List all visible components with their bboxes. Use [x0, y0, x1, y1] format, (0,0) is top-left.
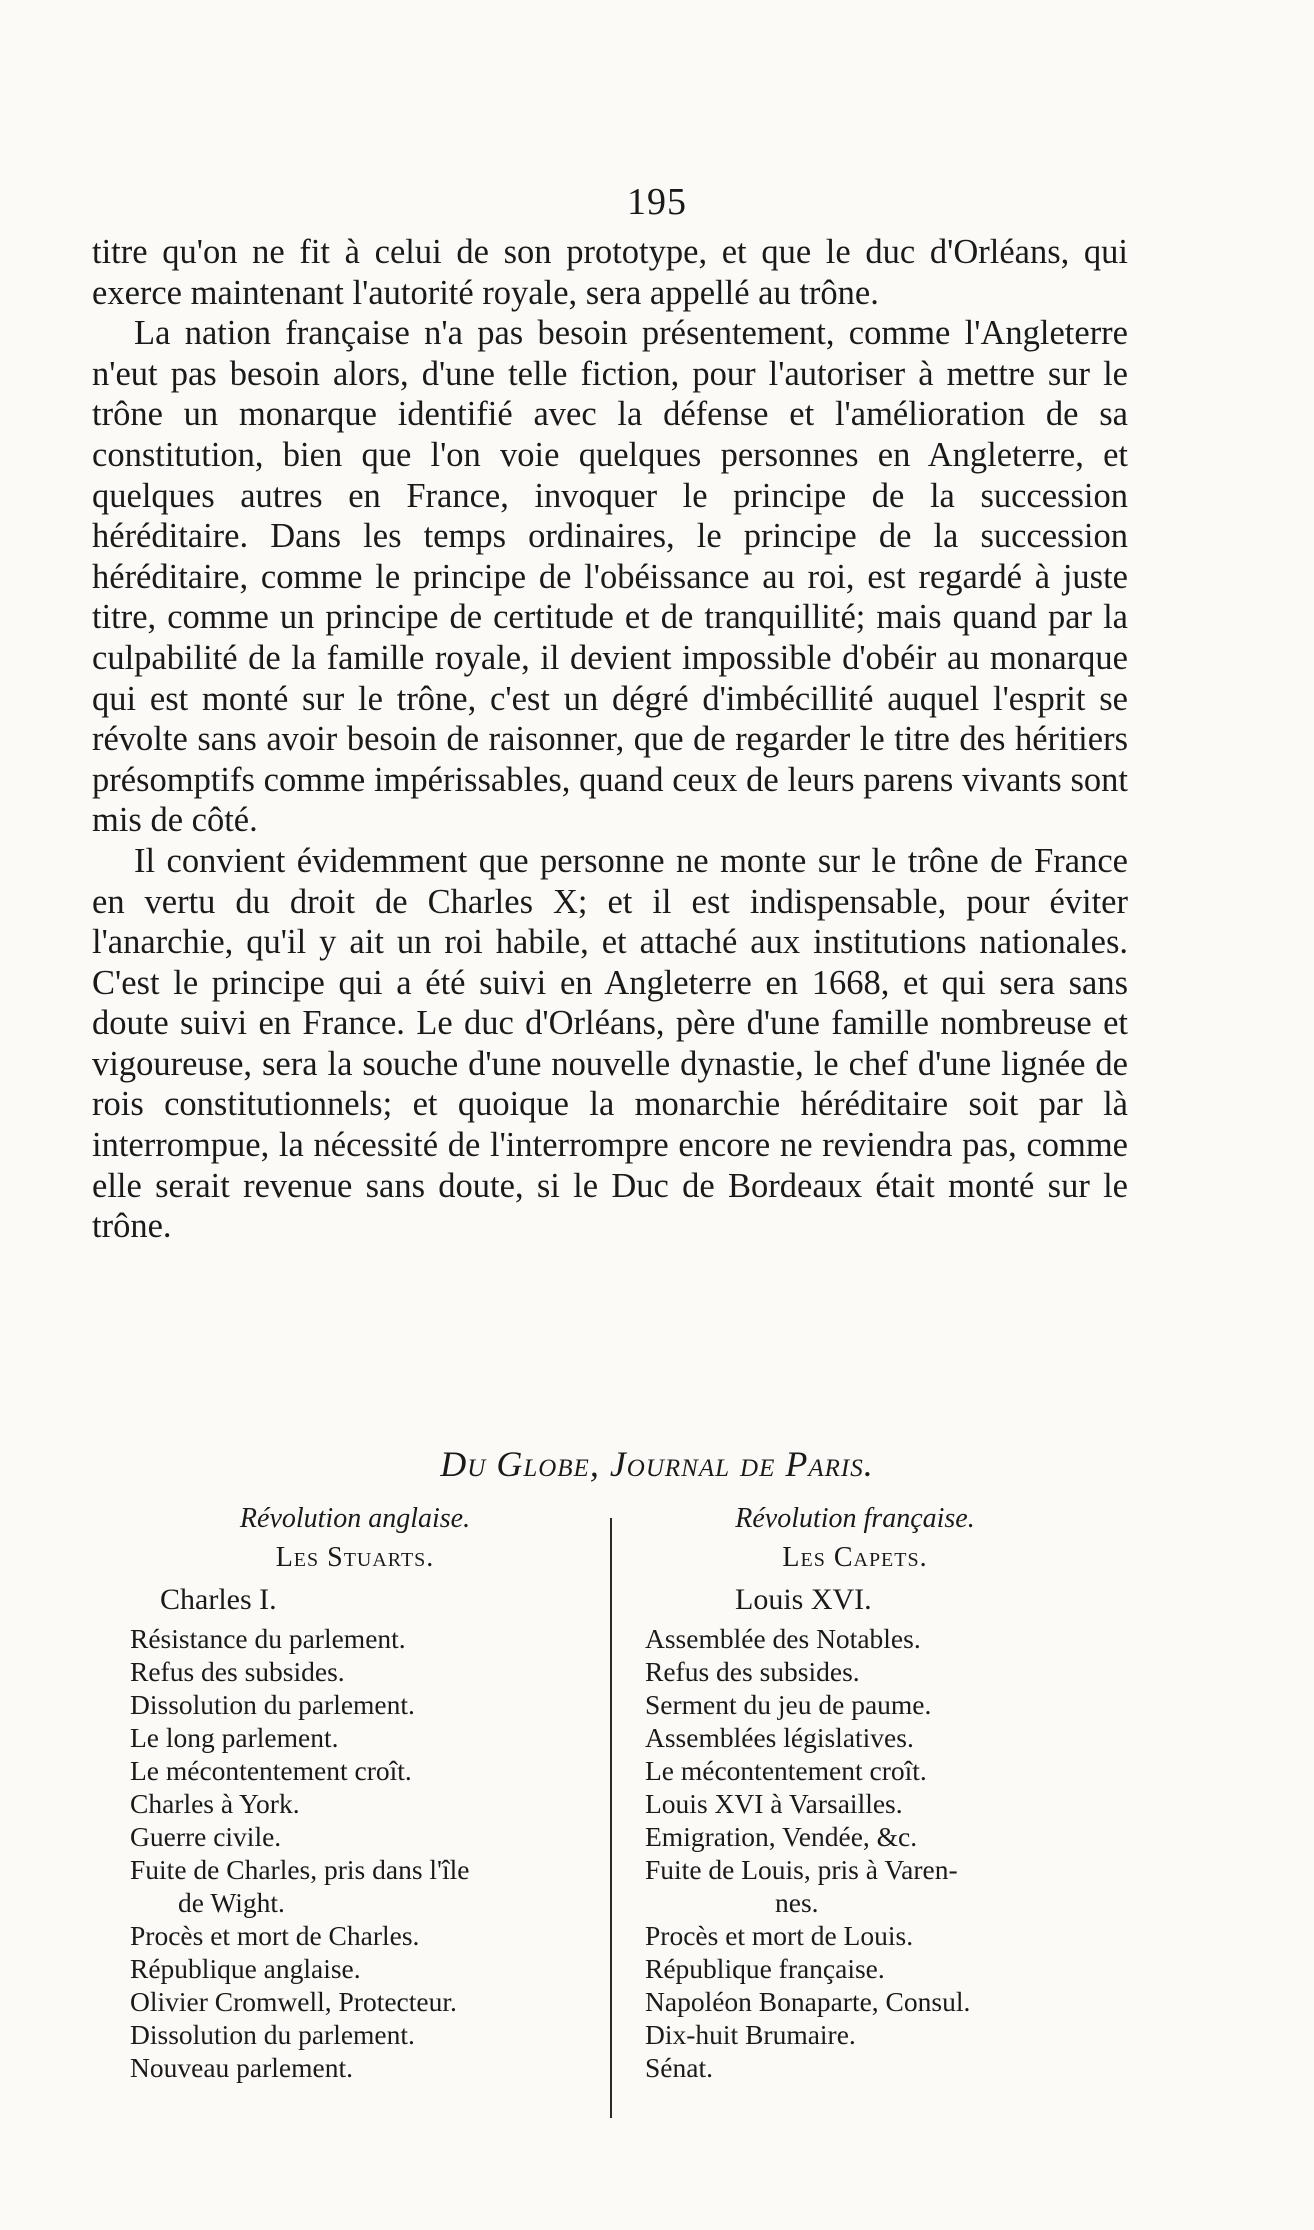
list-item — [635, 1853, 1075, 1919]
page-number: 195 — [627, 181, 687, 223]
event-text: République anglaise. — [130, 1953, 361, 1984]
column-heading: Révolution française. — [735, 1503, 975, 1534]
comparison-table — [120, 1500, 1120, 2120]
event-text-continuation: nes. — [775, 1887, 819, 1918]
event-text: Résistance du parlement. — [130, 1623, 406, 1654]
event-text: Fuite de Charles, pris dans l'île — [130, 1854, 470, 1885]
dynasty-label: Les Capets. — [782, 1542, 928, 1573]
event-text: Napoléon Bonaparte, Consul. — [645, 1986, 971, 2017]
event-text: Olivier Cromwell, Protecteur. — [130, 1986, 457, 2017]
list-item — [120, 1919, 590, 1952]
event-text: Charles à York. — [130, 1788, 300, 1819]
event-text: Assemblées législatives. — [645, 1722, 914, 1753]
list-item — [120, 1820, 590, 1853]
list-item — [120, 2051, 590, 2084]
event-text: Emigration, Vendée, &c. — [645, 1821, 918, 1852]
column-french-revolution — [635, 1500, 1075, 2084]
list-item — [120, 1754, 590, 1787]
event-text: Assemblée des Notables. — [645, 1623, 921, 1654]
event-text: Le mécontentement croît. — [645, 1755, 927, 1786]
paragraph-3: Il convient évidemment que personne ne monte sur le trône de France en vertu du droit de Charles X; et il est indispensable, pour éviter l'anarchie, qu'il y ait un roi habile, et attaché aux institutions nationales. C'est le principe qui a été suivi en Angleterre en 1668, et qui sera sans doute suivi en France. Le duc d'Orléans, père d'une famille nombreuse et vigoureuse, sera la souche d'une nouvelle dynastie, le chef d'une lignée de rois constitutionnels; et quoique la monarchie héréditaire soit par là interrompue, la nécessité de l'interrompre encore ne reviendra pas, comme elle serait revenue sans doute, si le Duc de Bordeaux était monté sur le trône. — [92, 841, 1128, 1246]
list-item — [120, 1952, 590, 1985]
body-text — [92, 232, 1128, 1247]
column-heading: Révolution anglaise. — [239, 1503, 471, 1534]
list-item — [120, 1985, 590, 2018]
event-text-continuation: de Wight. — [178, 1887, 285, 1918]
event-text: Refus des subsides. — [645, 1656, 860, 1687]
list-item — [635, 1622, 1075, 1655]
list-item — [635, 1787, 1075, 1820]
event-text: Refus des subsides. — [130, 1656, 345, 1687]
event-text: République française. — [645, 1953, 885, 1984]
list-item — [120, 1655, 590, 1688]
list-item — [635, 1688, 1075, 1721]
list-item — [120, 1688, 590, 1721]
list-item — [635, 2018, 1075, 2051]
list-item — [120, 1721, 590, 1754]
paragraph-2: La nation française n'a pas besoin présentement, comme l'Angleterre n'eut pas besoin alors, d'une telle fiction, pour l'autoriser à mettre sur le trône un monarque identifié avec la défense et l'amélioration de sa constitution, bien que l'on voie quelques personnes en Angleterre, et quelques autres en France, invoquer le principe de la succession héréditaire. Dans les temps ordinaires, le principe de la succession héréditaire, comme le principe de l'obéissance au roi, est regardé à juste titre, comme un principe de certitude et de tranquillité; mais quand par la culpabilité de la famille royale, il devient impossible d'obéir au monarque qui est monté sur le trône, c'est un dégré d'imbécillité auquel l'esprit se révolte sans avoir besoin de raisonner, que de regarder le titre des héritiers présomptifs comme impérissables, quand ceux de leurs parens vivants sont mis de côté. — [92, 314, 1128, 840]
king-label: Louis XVI. — [735, 1583, 872, 1616]
list-item — [120, 1787, 590, 1820]
king-label: Charles I. — [160, 1583, 277, 1616]
list-item — [120, 1622, 590, 1655]
column-divider — [610, 1518, 612, 2118]
event-text: Le long parlement. — [130, 1722, 339, 1753]
list-item — [635, 1721, 1075, 1754]
list-item — [635, 1952, 1075, 1985]
event-text: Dissolution du parlement. — [130, 2019, 415, 2050]
event-text: Guerre civile. — [130, 1821, 282, 1852]
event-text: Nouveau parlement. — [130, 2052, 353, 2083]
event-text: Serment du jeu de paume. — [645, 1689, 932, 1720]
event-text: Le mécontentement croît. — [130, 1755, 412, 1786]
list-item — [120, 2018, 590, 2051]
list-item — [635, 2051, 1075, 2084]
event-text: Procès et mort de Charles. — [130, 1920, 420, 1951]
event-text: Sénat. — [645, 2052, 713, 2083]
event-text: Louis XVI à Varsailles. — [645, 1788, 903, 1819]
list-item — [635, 1919, 1075, 1952]
paragraph-1: titre qu'on ne fit à celui de son prototype, et que le duc d'Orléans, qui exerce maintenant l'autorité royale, sera appellé au trône. — [92, 233, 1128, 312]
list-item — [120, 1853, 590, 1919]
list-item — [635, 1985, 1075, 2018]
list-item — [635, 1754, 1075, 1787]
list-item — [635, 1655, 1075, 1688]
event-list — [120, 1622, 590, 2084]
source-title: Du Globe, Journal de Paris. — [440, 1444, 874, 1484]
event-text: Dissolution du parlement. — [130, 1689, 415, 1720]
event-text: Procès et mort de Louis. — [645, 1920, 914, 1951]
dynasty-label: Les Stuarts. — [275, 1542, 435, 1573]
column-english-revolution — [120, 1500, 590, 2084]
event-text: Dix-huit Brumaire. — [645, 2019, 856, 2050]
event-list — [635, 1622, 1075, 2084]
list-item — [635, 1820, 1075, 1853]
event-text: Fuite de Louis, pris à Varen- — [645, 1854, 958, 1885]
